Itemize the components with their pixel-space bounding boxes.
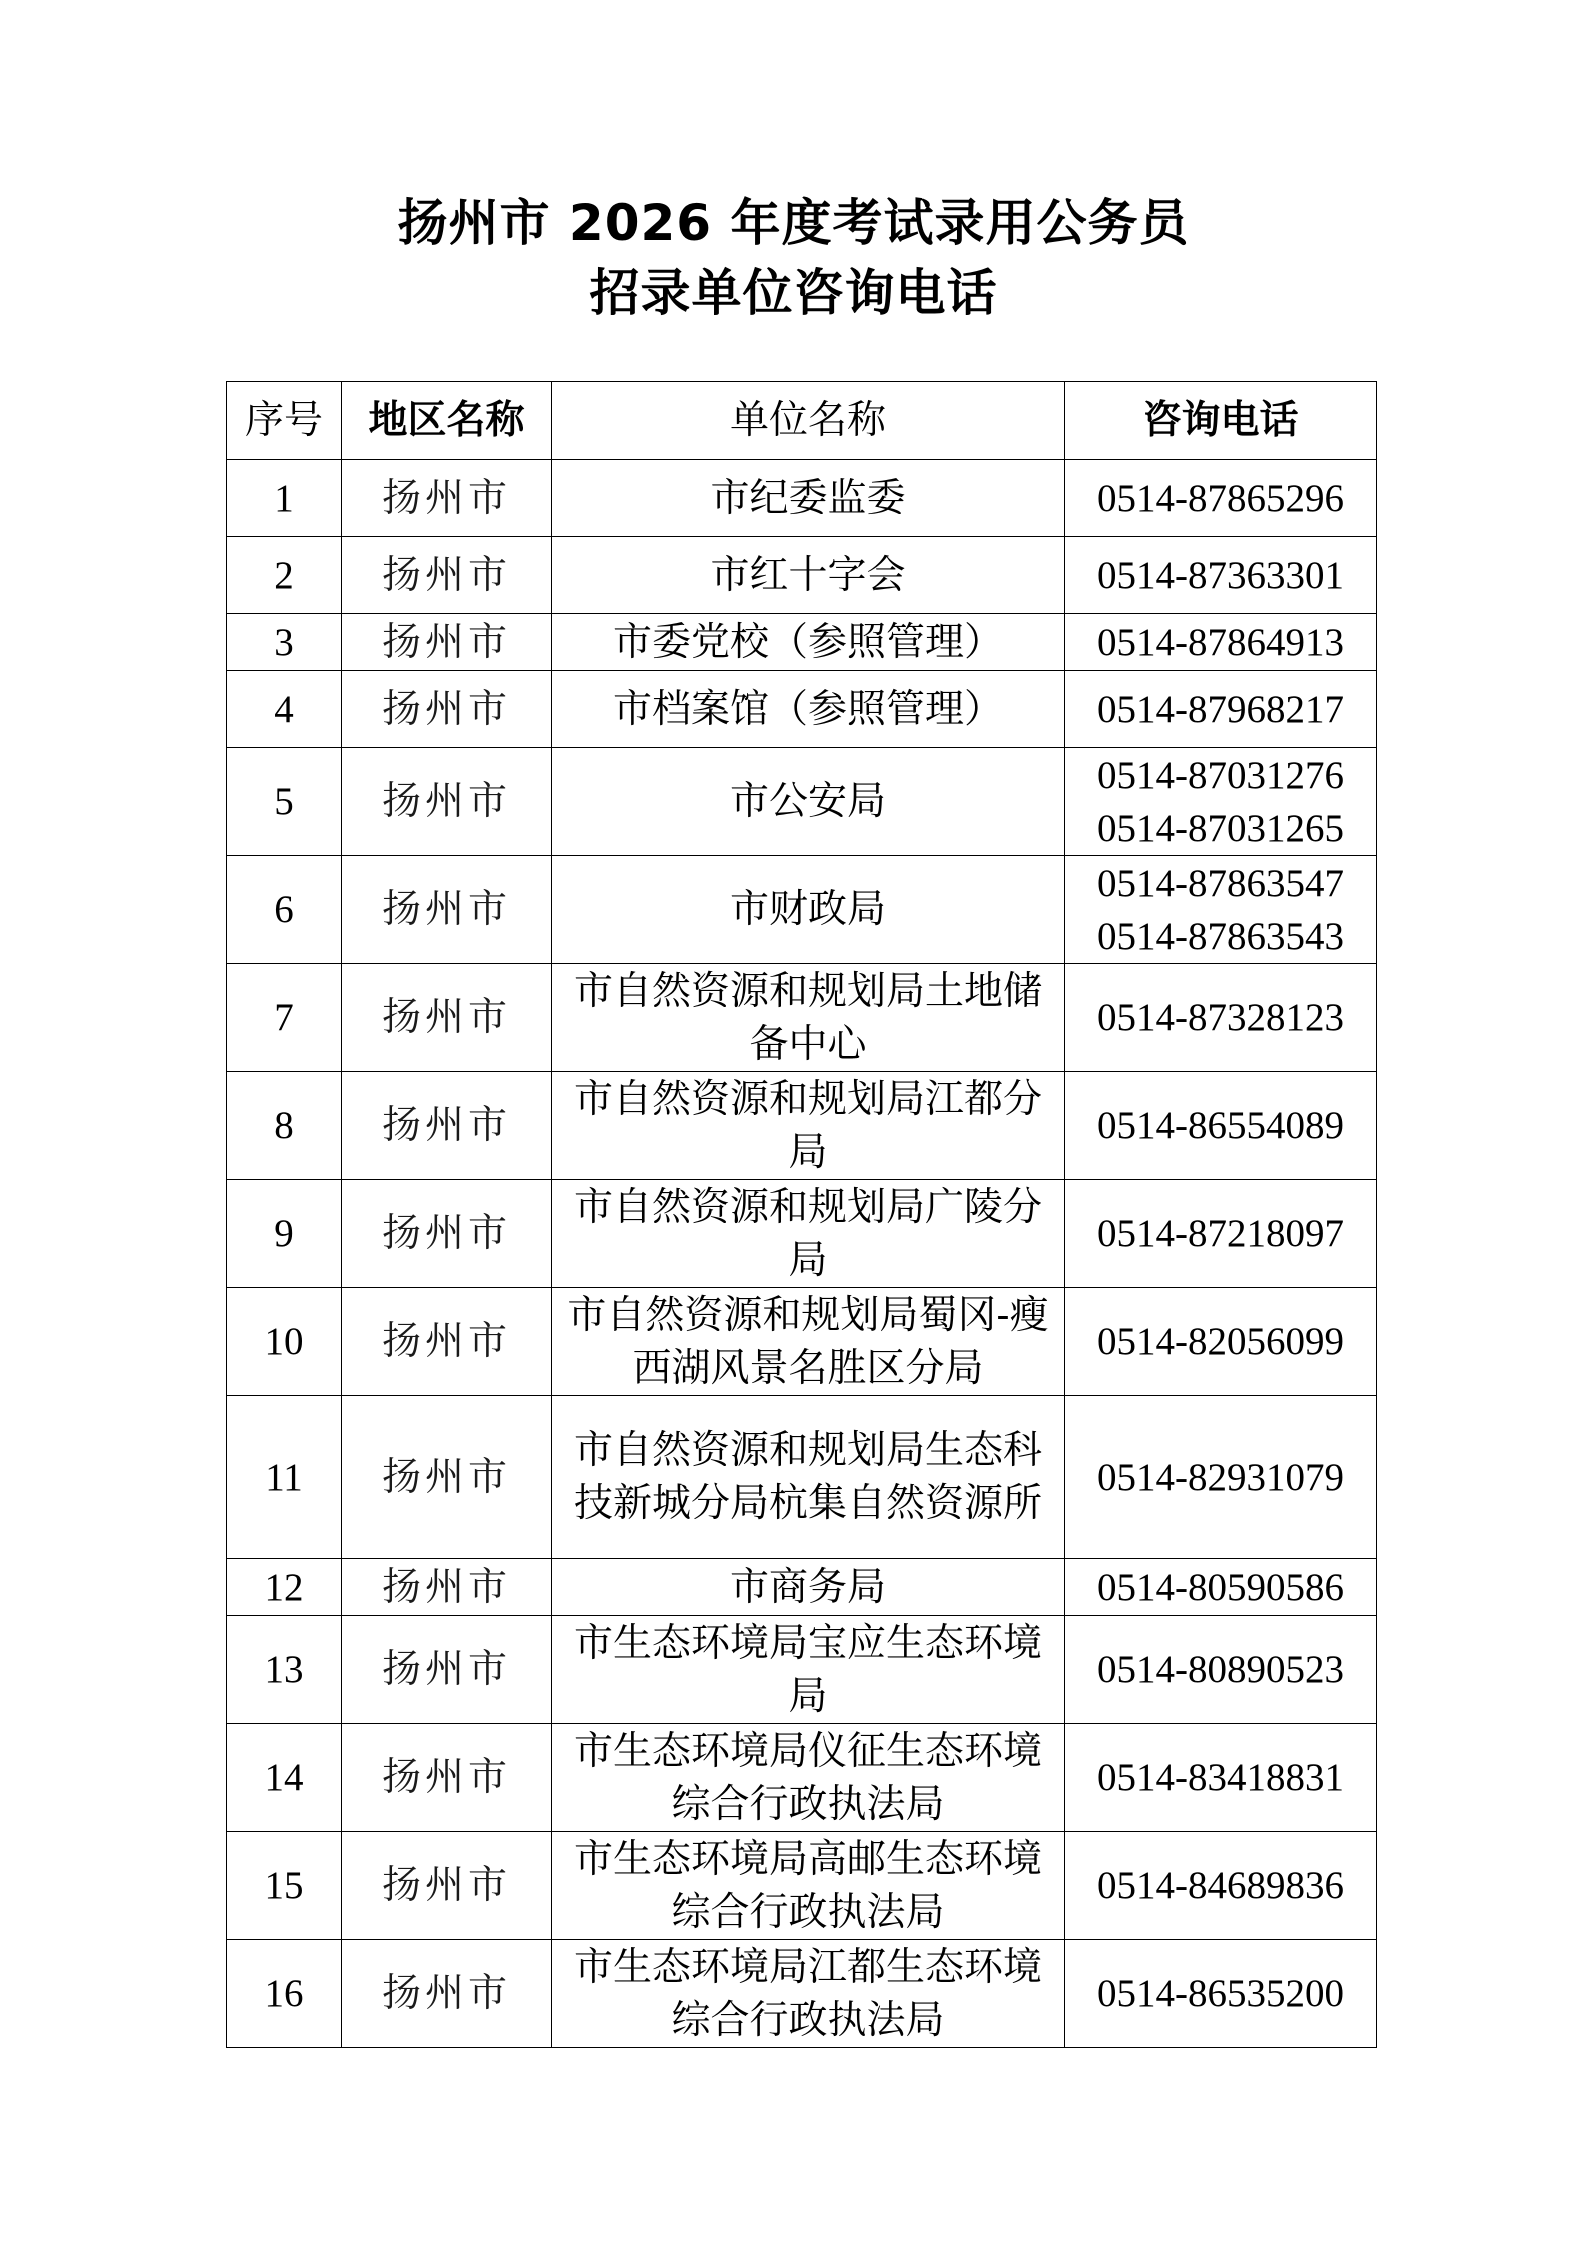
- phone-cell: [1065, 748, 1377, 856]
- phone-number: 0514-87863547: [1097, 861, 1344, 905]
- phone-number: 0514-84689836: [1097, 1864, 1344, 1907]
- region-cell: 扬州市: [342, 964, 552, 1072]
- unit-cell: 市自然资源和规划局蜀冈-瘦西湖风景名胜区分局: [552, 1288, 1065, 1396]
- unit-cell: 市财政局: [552, 856, 1065, 964]
- table-row: [227, 614, 1377, 671]
- table-row: [227, 1724, 1377, 1832]
- phone-cell: [1065, 614, 1377, 671]
- seq-cell: 1: [227, 460, 342, 537]
- header-region: 地区名称: [342, 382, 552, 460]
- phone-cell: [1065, 1180, 1377, 1288]
- phone-number: 0514-87218097: [1097, 1212, 1344, 1255]
- region-cell: 扬州市: [342, 856, 552, 964]
- unit-cell: 市公安局: [552, 748, 1065, 856]
- seq-cell: 11: [227, 1396, 342, 1559]
- table-row: [227, 1616, 1377, 1724]
- table-row: [227, 460, 1377, 537]
- seq-cell: 5: [227, 748, 342, 856]
- region-cell: 扬州市: [342, 1940, 552, 2048]
- table-row: [227, 856, 1377, 964]
- seq-cell: 12: [227, 1559, 342, 1616]
- unit-cell: 市生态环境局宝应生态环境局: [552, 1616, 1065, 1724]
- table-row: [227, 1288, 1377, 1396]
- phone-cell: [1065, 1288, 1377, 1396]
- unit-cell: 市自然资源和规划局土地储备中心: [552, 964, 1065, 1072]
- region-cell: 扬州市: [342, 537, 552, 614]
- region-cell: 扬州市: [342, 1288, 552, 1396]
- phone-number: 0514-87031265: [1097, 806, 1344, 850]
- table-header-row: [227, 382, 1377, 460]
- seq-cell: 15: [227, 1832, 342, 1940]
- phone-number: 0514-86554089: [1097, 1104, 1344, 1147]
- unit-cell: 市生态环境局高邮生态环境综合行政执法局: [552, 1832, 1065, 1940]
- phone-cell: [1065, 1940, 1377, 2048]
- phone-cell: [1065, 671, 1377, 748]
- unit-cell: 市档案馆（参照管理）: [552, 671, 1065, 748]
- seq-cell: 3: [227, 614, 342, 671]
- header-seq: 序号: [227, 382, 342, 460]
- phone-number: 0514-82931079: [1097, 1455, 1344, 1499]
- region-cell: 扬州市: [342, 1072, 552, 1180]
- region-cell: 扬州市: [342, 1396, 552, 1559]
- page-title-line-1: 扬州市 2026 年度考试录用公务员: [397, 194, 1190, 252]
- table-row: [227, 671, 1377, 748]
- unit-cell: 市生态环境局江都生态环境综合行政执法局: [552, 1940, 1065, 2048]
- phone-cell: [1065, 1724, 1377, 1832]
- unit-cell: 市商务局: [552, 1559, 1065, 1616]
- phone-number: 0514-87865296: [1097, 476, 1344, 520]
- phone-cell: [1065, 1832, 1377, 1940]
- phone-number: 0514-87863543: [1097, 914, 1344, 958]
- phone-number: 0514-83418831: [1097, 1756, 1344, 1799]
- table-row: [227, 1072, 1377, 1180]
- phone-number: 0514-87363301: [1097, 553, 1344, 597]
- header-unit: 单位名称: [552, 382, 1065, 460]
- seq-cell: 6: [227, 856, 342, 964]
- unit-cell: 市纪委监委: [552, 460, 1065, 537]
- seq-cell: 14: [227, 1724, 342, 1832]
- phone-cell: [1065, 856, 1377, 964]
- contact-table: [226, 381, 1377, 2048]
- phone-cell: [1065, 964, 1377, 1072]
- table-row: [227, 537, 1377, 614]
- table-row: [227, 1559, 1377, 1616]
- region-cell: 扬州市: [342, 1832, 552, 1940]
- unit-cell: 市自然资源和规划局生态科技新城分局杭集自然资源所: [552, 1396, 1065, 1559]
- phone-number: 0514-87031276: [1097, 753, 1344, 797]
- table-body: [227, 460, 1377, 2048]
- phone-cell: [1065, 1559, 1377, 1616]
- header-phone: 咨询电话: [1065, 382, 1377, 460]
- region-cell: 扬州市: [342, 1616, 552, 1724]
- seq-cell: 7: [227, 964, 342, 1072]
- table-row: [227, 964, 1377, 1072]
- phone-number: 0514-82056099: [1097, 1320, 1344, 1363]
- region-cell: 扬州市: [342, 748, 552, 856]
- phone-cell: [1065, 537, 1377, 614]
- phone-cell: [1065, 1072, 1377, 1180]
- seq-cell: 8: [227, 1072, 342, 1180]
- phone-number: 0514-87968217: [1097, 687, 1344, 731]
- table-row: [227, 1396, 1377, 1559]
- table-row: [227, 1940, 1377, 2048]
- unit-cell: 市生态环境局仪征生态环境综合行政执法局: [552, 1724, 1065, 1832]
- seq-cell: 4: [227, 671, 342, 748]
- table-row: [227, 748, 1377, 856]
- seq-cell: 2: [227, 537, 342, 614]
- region-cell: 扬州市: [342, 1180, 552, 1288]
- table-row: [227, 1180, 1377, 1288]
- page-title: [0, 188, 1587, 328]
- phone-cell: [1065, 1616, 1377, 1724]
- region-cell: 扬州市: [342, 671, 552, 748]
- page-title-line-2: 招录单位咨询电话: [589, 264, 998, 322]
- region-cell: 扬州市: [342, 1724, 552, 1832]
- region-cell: 扬州市: [342, 460, 552, 537]
- table-row: [227, 1832, 1377, 1940]
- region-cell: 扬州市: [342, 1559, 552, 1616]
- phone-cell: [1065, 460, 1377, 537]
- unit-cell: 市自然资源和规划局江都分局: [552, 1072, 1065, 1180]
- seq-cell: 10: [227, 1288, 342, 1396]
- phone-number: 0514-80590586: [1097, 1565, 1344, 1609]
- seq-cell: 13: [227, 1616, 342, 1724]
- unit-cell: 市自然资源和规划局广陵分局: [552, 1180, 1065, 1288]
- region-cell: 扬州市: [342, 614, 552, 671]
- phone-number: 0514-80890523: [1097, 1648, 1344, 1691]
- unit-cell: 市委党校（参照管理）: [552, 614, 1065, 671]
- seq-cell: 16: [227, 1940, 342, 2048]
- phone-number: 0514-87864913: [1097, 620, 1344, 664]
- unit-cell: 市红十字会: [552, 537, 1065, 614]
- phone-number: 0514-87328123: [1097, 996, 1344, 1039]
- phone-cell: [1065, 1396, 1377, 1559]
- phone-number: 0514-86535200: [1097, 1972, 1344, 2015]
- seq-cell: 9: [227, 1180, 342, 1288]
